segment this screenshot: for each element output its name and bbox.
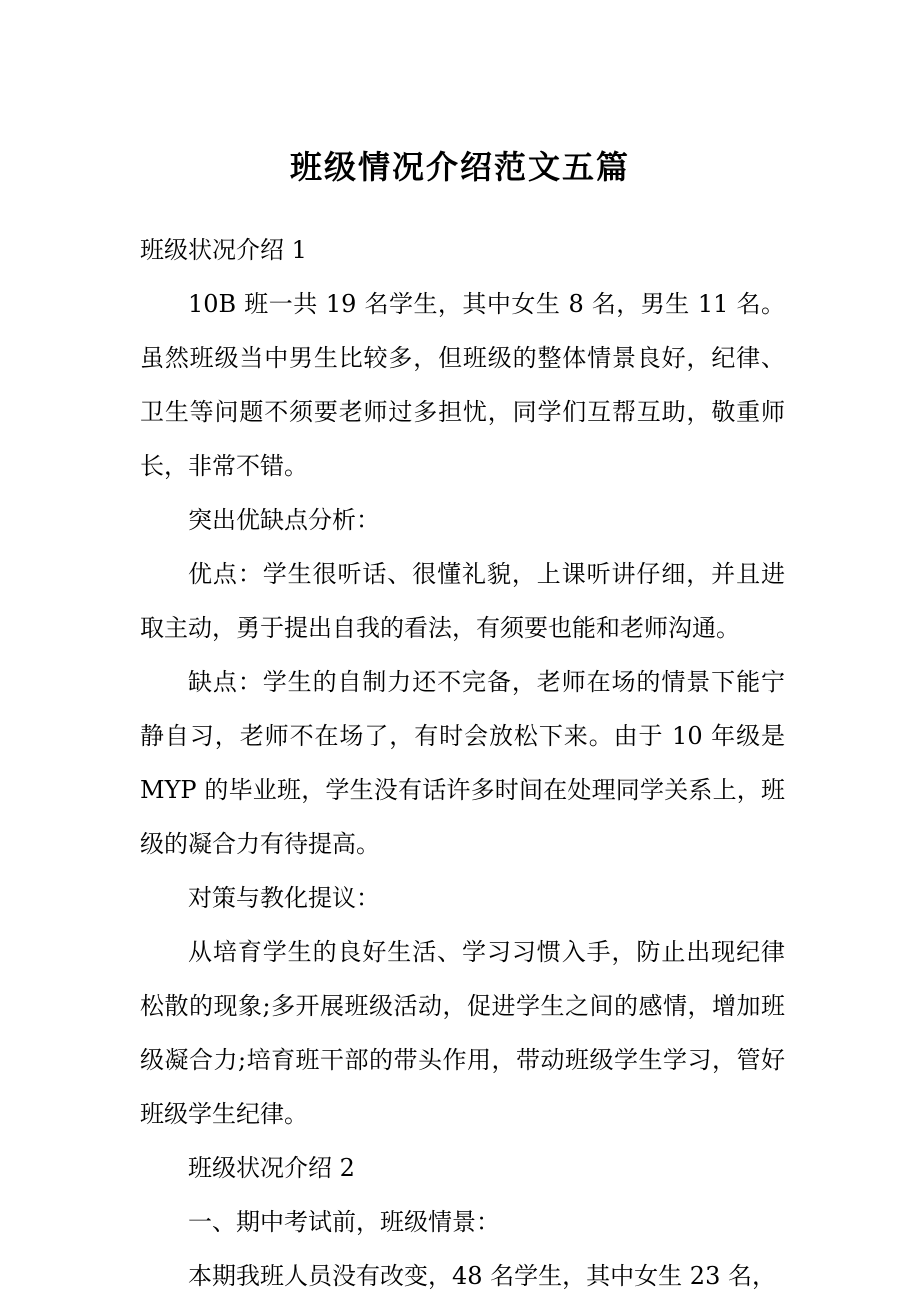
paragraph-midterm-heading: 一、期中考试前，班级情景：: [188, 1208, 500, 1236]
paragraph-suggestions: 从培育学生的良好生活、学习习惯入手，防止出现纪律松散的现象;多开展班级活动，促进学生之间的感情，增加班级凝合力;培育班干部的带头作用，带动班级学生学习，管好班级学生纪律。: [140, 938, 785, 1128]
paragraph-suggestions-heading: 对策与教化提议：: [188, 884, 380, 912]
section-heading-1: 班级状况介绍 1: [140, 236, 307, 264]
section-heading-2: 班级状况介绍 2: [188, 1154, 355, 1182]
paragraph-analysis-heading: 突出优缺点分析：: [188, 506, 380, 534]
paragraph-weaknesses: 缺点：学生的自制力还不完备，老师在场的情景下能宁静自习，老师不在场了，有时会放松下来。由于 10 年级是 MYP 的毕业班，学生没有话许多时间在处理同学关系上，班级的凝合力有待提高。: [140, 668, 785, 858]
document-body: [140, 223, 785, 1303]
paragraph-class-members: 本期我班人员没有改变，48 名学生，其中女生 23 名，: [188, 1262, 776, 1290]
paragraph-class-overview: 10B 班一共 19 名学生，其中女生 8 名，男生 11 名。虽然班级当中男生比较多，但班级的整体情景良好，纪律、卫生等问题不须要老师过多担忧，同学们互帮互助，敬重师长，非常不错。: [140, 290, 785, 480]
document-title: 班级情况介绍范文五篇: [289, 148, 630, 186]
paragraph-strengths: 优点：学生很听话、很懂礼貌，上课听讲仔细，并且进取主动，勇于提出自我的看法，有须要也能和老师沟通。: [140, 560, 785, 642]
